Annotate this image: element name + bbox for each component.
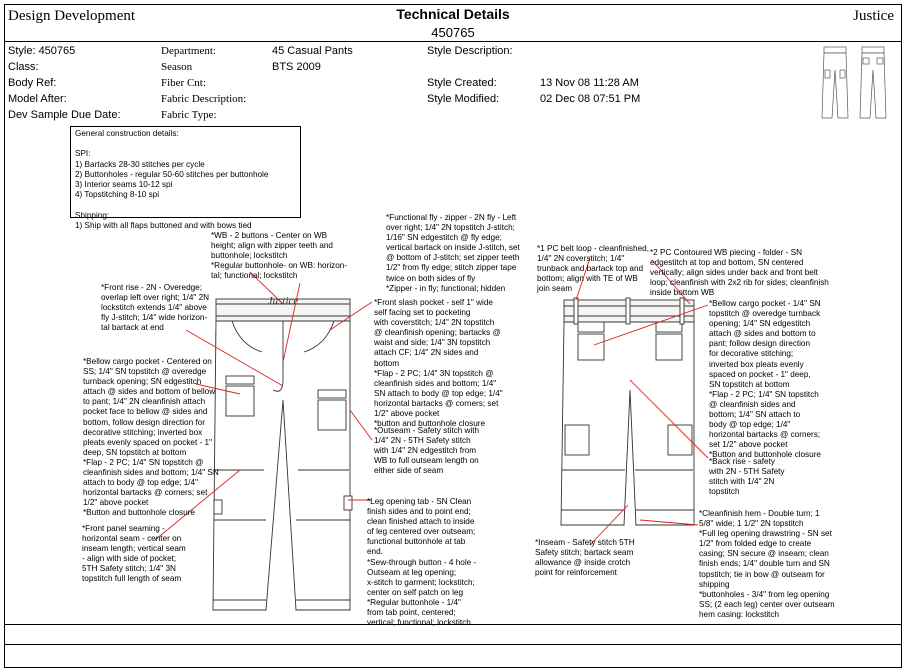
style-modified-value: 02 Dec 08 07:51 PM [540, 93, 641, 105]
callout-leg-tab: *Leg opening tab - SN Clean finish sides and to point end; clean finished attach to inside of leg centered over outseam; functional buttonhole at tab end. *Sew-through button - 4 hole - Outseam at leg opening; x-stitch to garment; lockstitch; center on self patch on leg *Regular buttonhole - 1/4" from tab point, centered; vertical; functional; lockstitch [367, 497, 477, 628]
class-label: Class: [8, 61, 39, 73]
callout-contoured-wb: *2 PC Contoured WB piecing - folder - SN edgestitch at top and bottom, SN centered vertically; align sides under back and front belt loop; cleanfinish with 2x2 rib for sides; cleanfinish inside bottom WB [650, 248, 829, 298]
callout-outseam: *Outseam - Safety stitch with 1/4" 2N - 5TH Safety stitch with 1/4" 2N edgestitch from WB to full outseam length on either side of seam [374, 426, 480, 476]
header-title: Technical Details [396, 6, 510, 22]
callout-front-slash-pocket: *Front slash pocket - self 1" wide self facing set to pocketing with coverstitch; 1/4" 2N topstitch @ cleanfinish opening; bartacks @ waist and side; 1/4" 3N topstitch attach CF; 1/4" 2N sides and bottom *Flap - 2 PC; 1/4" 3N topstitch @ cleanfinish sides and bottom; 1/4" SN attach to body @ top edge; 1/4" horizontal bartacks @ corners; set 1/2" above pocket *button and buttonhole closure [374, 298, 503, 429]
style-created-label: Style Created: [427, 77, 497, 89]
callout-bellow-cargo-back: *Bellow cargo pocket - 1/4" SN topstitch @ overedge turnback opening; 1/4" SN edgestitch attach @ sides and bottom to pant; follow design direction for decorative stitching; inverted box pleats evenly spaced on pocket - 1" deep, SN topstitch at bottom *Flap - 2 PC; 1/4" SN topstitch @ cleanfinish sides and bottom; 1/4" SN attach to body @ top edge; 1/4" horizontal bartacks @ corners; set 1/2" above pocket *Button and buttonhole closure [709, 299, 821, 460]
callout-back-rise: *Back rise - safety with 2N - 5TH Safety stitch with 1/4" 2N topstitch [709, 457, 785, 497]
callout-front-rise: *Front rise - 2N - Overedge; overlap left over right; 1/4" 2N lockstitch extends 1/4" above fly J-stitch; 1/4" wide horizon- tal bartack at end [101, 283, 210, 333]
body-ref-label: Body Ref: [8, 77, 57, 89]
header-style-number: 450765 [431, 25, 475, 40]
back-pant-drawing [561, 298, 694, 525]
model-after-label: Model After: [8, 93, 67, 105]
season-value: BTS 2009 [272, 61, 321, 73]
department-label: Department: [161, 45, 216, 57]
header-left-title: Design Development [8, 8, 136, 24]
style-created-value: 13 Nov 08 11:28 AM [540, 77, 639, 89]
front-logo: Justice [267, 295, 299, 307]
callout-fly: *Functional fly - zipper - 2N fly - Left over right; 1/4" 2N topstitch J-stitch; 1/16" SN edgestitch @ fly edge; vertical bartack on inside J-stitch, set @ bottom of J-stitch; set zipper teeth 1/2" from fly edge; stitch zipper tape twice on both sides of fly *Zipper - in fly; functional; hidden [386, 213, 520, 293]
style-label: Style: 450765 [8, 45, 76, 57]
header-brand: Justice [853, 8, 894, 24]
footer-divider-2 [4, 644, 902, 645]
construction-notes-box: General construction details: SPI: 1) Bartacks 28-30 stitches per cycle 2) Buttonholes - regular 50-60 stitches per buttonhole 3) Interior seams 10-12 spi 4) Topstitching 8-10 spi Shipping: 1) Ship with all flaps buttoned and with bows tied [70, 126, 301, 218]
fabric-type-label: Fabric Type: [161, 109, 217, 121]
callout-bellow-cargo-front: *Bellow cargo pocket - Centered on SS; 1/4" SN topstitch @ overedge turnback opening; SN edgestitch attach @ sides and bottom of bellow to pant; 1/4" 2N cleanfinish attach pocket face to bellow @ sides and bottom, follow design direction for decorative stitching; inverted box pleats evenly spaced on pocket - 1" deep, SN topstitch at bottom *Flap - 2 PC; 1/4" SN topstitch @ cleanfinish sides and bottom; 1/4" SN attach to body @ top edge; 1/4" horizontal bartacks @ corners; set 1/2" above pocket *Button and buttonhole closure [83, 357, 219, 518]
style-modified-label: Style Modified: [427, 93, 500, 105]
callout-inseam: *Inseam - Safety stitch 5TH Safety stitch; bartack seam allowance @ inside crotch point for reinforcement [535, 538, 635, 578]
front-pant-drawing [213, 299, 352, 610]
callout-belt-loop: *1 PC belt loop - cleanfinished, 1/4" 2N coverstitch; 1/4" trunback and bartack top and bottom; align with TE of WB join seam [537, 244, 649, 294]
department-value: 45 Casual Pants [272, 45, 353, 57]
season-label: Season [161, 61, 193, 73]
fiber-label: Fiber Cnt: [161, 77, 206, 89]
dev-sample-label: Dev Sample Due Date: [8, 109, 121, 121]
callout-waistband: *WB - 2 buttons - Center on WB height; align with zipper teeth and buttonhole; lockstitch *Regular buttonhole- on WB: horizon- tal; functional; lockstitch [211, 231, 348, 281]
callout-hem: *Cleanfinish hem - Double turn; 1 5/8" wide; 1 1/2" 2N topstitch *Full leg opening drawstring - SN set 1/2" from folded edge to create casing; SN secure @ inseam; clean finish ends; 1/4" double turn and SN topstitch; tie in bow @ outseam for shipping *buttonholes - 3/4" from leg opening SS; (2 each leg) center over outseam hem casing: lockstitch [699, 509, 835, 619]
style-desc-label: Style Description: [427, 45, 513, 57]
fabric-desc-label: Fabric Description: [161, 93, 247, 105]
callout-front-panel: *Front panel seaming - horizontal seam - center on inseam length; vertical seam - align with side of pocket; 5TH Safety stitch; 1/4" 3N topstitch full length of seam [82, 524, 186, 584]
footer-divider-1 [4, 624, 902, 625]
thumbnail-sketch [822, 47, 886, 118]
